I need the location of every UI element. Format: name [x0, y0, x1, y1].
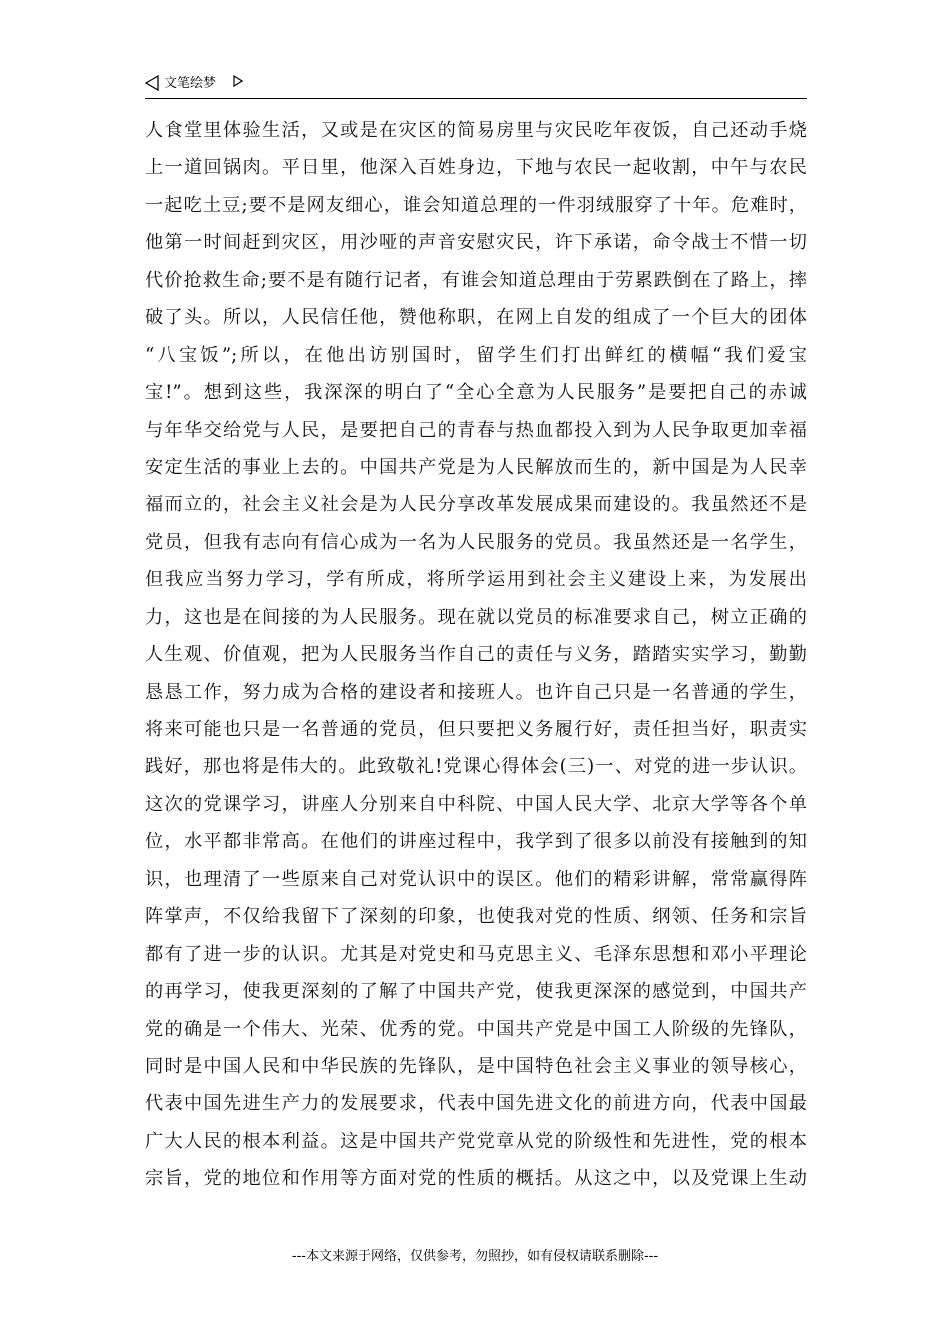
text-line: 恳恳工作，努力成为合格的建设者和接班人。也许自己只是一名普通的学生， — [145, 681, 807, 703]
text-line: 的再学习，使我更深刻的了解了中国共产党，使我更深深的感觉到，中国共产 — [145, 981, 807, 1003]
text-line: 福而立的，社会主义社会是为人民分享改革发展成果而建设的。我虽然还不是 — [145, 494, 807, 516]
text-line: 但我应当努力学习，学有所成，将所学运用到社会主义建设上来，为发展出 — [145, 569, 807, 591]
text-line: “八宝饭”;所以，在他出访别国时，留学生们打出鲜红的横幅“我们爱宝 — [145, 344, 807, 366]
text-line: 广大人民的根本利益。这是中国共产党党章从党的阶级性和先进性，党的根本 — [145, 1130, 807, 1152]
document-body — [145, 112, 807, 1198]
text-line: 这次的党课学习，讲座人分别来自中科院、中国人民大学、北京大学等各个单 — [145, 793, 807, 815]
text-line: 党员，但我有志向有信心成为一名为人民服务的党员。我虽然还是一名学生， — [145, 531, 807, 553]
text-line: 宝!”。想到这些，我深深的明白了“全心全意为人民服务”是要把自己的赤诚 — [145, 382, 807, 404]
text-line: 代价抢救生命;要不是有随行记者，有谁会知道总理由于劳累跌倒在了路上，摔 — [145, 269, 807, 291]
text-line: 人生观、价值观，把为人民服务当作自己的责任与义务，踏踏实实学习，勤勤 — [145, 644, 807, 666]
text-line: 将来可能也只是一名普通的党员，但只要把义务履行好，责任担当好，职责实 — [145, 719, 807, 740]
text-line: 人食堂里体验生活，又或是在灾区的简易房里与灾民吃年夜饭，自己还动手烧 — [145, 120, 807, 141]
footer-disclaimer: ---本文来源于网络，仅供参考，勿照抄，如有侵权请联系删除--- — [291, 1249, 659, 1264]
left-triangle-icon — [145, 75, 159, 91]
text-line: 一起吃土豆;要不是网友细心，谁会知道总理的一件羽绒服穿了十年。危难时， — [145, 194, 807, 216]
text-line: 上一道回锅肉。平日里，他深入百姓身边，下地与农民一起收割，中午与农民 — [145, 157, 807, 179]
text-line: 阵掌声，不仅给我留下了深刻的印象，也使我对党的性质、纲领、任务和宗旨 — [145, 906, 807, 928]
text-line: 与年华交给党与人民，是要把自己的青春与热血都投入到为人民争取更加幸福 — [145, 419, 807, 441]
text-line: 党的确是一个伟大、光荣、优秀的党。中国共产党是中国工人阶级的先锋队， — [145, 1018, 807, 1040]
right-triangle-icon — [233, 75, 243, 87]
text-line: 识，也理清了一些原来自己对党认识中的误区。他们的精彩讲解，常常赢得阵 — [145, 868, 807, 890]
text-line: 他第一时间赶到灾区，用沙哑的声音安慰灾民，许下承诺，命令战士不惜一切 — [145, 232, 807, 254]
text-line: 践好，那也将是伟大的。此致敬礼!党课心得体会(三)一、对党的进一步认识。 — [145, 756, 807, 778]
header-title: 文笔绘梦 — [164, 76, 217, 91]
text-line: 破了头。所以，人民信任他，赞他称职，在网上自发的组成了一个巨大的团体 — [145, 307, 807, 329]
text-line: 位，水平都非常高。在他们的讲座过程中，我学到了很多以前没有接触到的知 — [145, 831, 807, 853]
page-header — [145, 72, 807, 99]
text-line: 代表中国先进生产力的发展要求，代表中国先进文化的前进方向，代表中国最 — [145, 1093, 807, 1115]
text-line: 安定生活的事业上去的。中国共产党是为人民解放而生的，新中国是为人民幸 — [145, 456, 807, 478]
text-line: 都有了进一步的认识。尤其是对党史和马克思主义、毛泽东思想和邓小平理论 — [145, 943, 807, 965]
text-line: 同时是中国人民和中华民族的先锋队，是中国特色社会主义事业的领导核心， — [145, 1055, 807, 1077]
text-line: 力，这也是在间接的为人民服务。现在就以党员的标准要求自己，树立正确的 — [145, 606, 807, 628]
text-line: 宗旨，党的地位和作用等方面对党的性质的概括。从这之中，以及党课上生动 — [145, 1168, 807, 1190]
